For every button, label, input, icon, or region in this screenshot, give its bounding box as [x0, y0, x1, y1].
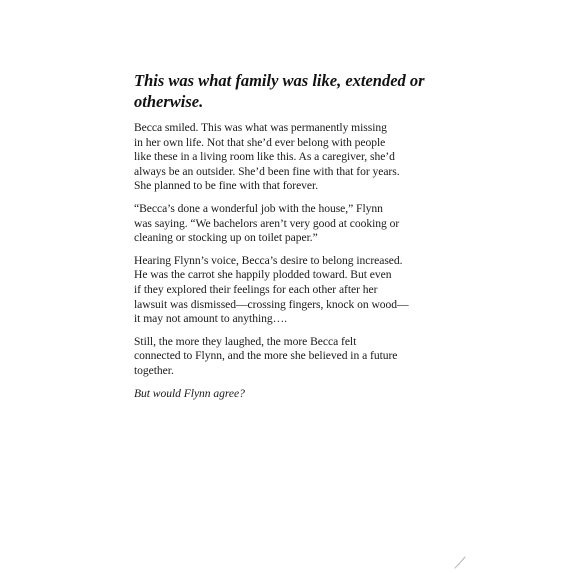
paragraph — [134, 202, 446, 246]
paragraph-line: always be an outsider. She’d been fine with that for years. — [134, 164, 400, 178]
paragraph-line: in her own life. Not that she’d ever belong with people — [134, 135, 386, 149]
paragraph-line: was saying. “We bachelors aren’t very good at cooking or — [134, 216, 400, 230]
paragraph-line: Becca smiled. This was what was permanently missing — [134, 121, 387, 134]
paragraph-line: together. — [134, 363, 174, 377]
paragraph-line: lawsuit was dismissed—crossing fingers, knock on wood— — [134, 297, 409, 311]
paragraph-line: “Becca’s done a wonderful job with the house,” Flynn — [134, 201, 383, 215]
paragraph-line: She planned to be fine with that forever. — [134, 179, 319, 193]
paragraph-line: But would Flynn agree? — [134, 386, 245, 400]
heading-line: This was what family was like, extended or — [134, 71, 425, 90]
paragraph-line: He was the carrot she happily plodded toward. But even — [134, 268, 392, 282]
chapter-heading — [134, 70, 446, 112]
paragraph — [134, 121, 446, 194]
paragraph-line: cleaning or stocking up on toilet paper.” — [134, 231, 318, 245]
paragraph-line: it may not amount to anything…. — [134, 312, 288, 326]
paragraph-line: if they explored their feelings for each other after her — [134, 282, 378, 296]
paragraph-line: like these in a living room like this. As a caregiver, she’d — [134, 150, 395, 164]
paragraph-line: Hearing Flynn’s voice, Becca’s desire to belong increased. — [134, 253, 403, 267]
paragraph — [134, 335, 446, 379]
text-block — [134, 70, 446, 409]
closing-question — [134, 387, 446, 402]
pen-stroke-icon — [453, 555, 467, 569]
paragraph — [134, 254, 446, 327]
paragraph-line: Still, the more they laughed, the more Becca felt — [134, 334, 357, 348]
paragraph-line: connected to Flynn, and the more she believed in a future — [134, 349, 398, 363]
heading-line: otherwise. — [134, 92, 204, 111]
